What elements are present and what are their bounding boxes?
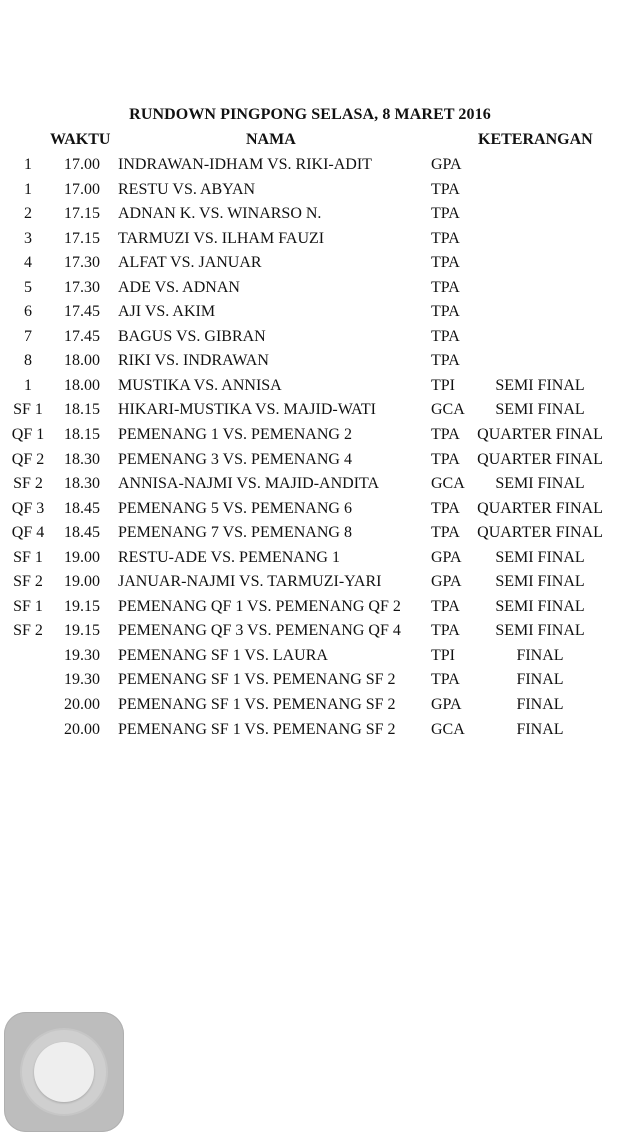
assistive-touch-button[interactable] — [4, 1012, 124, 1132]
table-row — [0, 203, 640, 228]
match-venue: TPA — [431, 671, 460, 689]
match-number: 5 — [24, 278, 32, 296]
match-number: SF 2 — [13, 475, 43, 493]
match-time: 17.00 — [64, 180, 100, 198]
match-note: FINAL — [516, 671, 564, 689]
table-row — [0, 498, 640, 523]
match-venue: GCA — [431, 475, 465, 493]
match-number: QF 2 — [11, 450, 45, 468]
match-number: SF 2 — [13, 573, 43, 591]
match-note: SEMI FINAL — [495, 401, 585, 419]
match-venue: GPA — [431, 573, 462, 591]
match-time: 18.15 — [64, 426, 100, 444]
match-time: 19.00 — [64, 573, 100, 591]
match-venue: GCA — [431, 401, 465, 419]
column-header-nama: NAMA — [246, 131, 296, 148]
table-row — [0, 375, 640, 400]
match-number: SF 1 — [13, 597, 43, 615]
match-name: PEMENANG QF 1 VS. PEMENANG QF 2 — [118, 597, 401, 615]
match-name: ALFAT VS. JANUAR — [118, 254, 262, 272]
match-time: 17.30 — [64, 254, 100, 272]
table-row — [0, 571, 640, 596]
match-name: TARMUZI VS. ILHAM FAUZI — [118, 229, 325, 247]
match-name: ADE VS. ADNAN — [118, 278, 240, 296]
match-note: SEMI FINAL — [495, 548, 585, 566]
match-number: 1 — [24, 180, 32, 198]
table-row — [0, 719, 640, 744]
match-time: 18.30 — [64, 475, 100, 493]
match-name: PEMENANG 7 VS. PEMENANG 8 — [118, 524, 352, 542]
table-row — [0, 252, 640, 277]
column-header-waktu: WAKTU — [50, 131, 111, 148]
match-venue: GPA — [431, 696, 462, 714]
match-venue: TPA — [431, 426, 460, 444]
match-time: 20.00 — [64, 720, 100, 738]
match-name: RIKI VS. INDRAWAN — [118, 352, 269, 370]
match-time: 18.30 — [64, 450, 100, 468]
match-name: MUSTIKA VS. ANNISA — [118, 376, 282, 394]
match-venue: TPI — [431, 646, 455, 664]
table-row — [0, 179, 640, 204]
match-number: 4 — [24, 254, 32, 272]
match-note: FINAL — [516, 696, 564, 714]
table-row — [0, 669, 640, 694]
match-venue: TPA — [431, 597, 460, 615]
match-name: PEMENANG SF 1 VS. PEMENANG SF 2 — [118, 671, 396, 689]
match-time: 17.15 — [64, 229, 100, 247]
match-name: BAGUS VS. GIBRAN — [118, 327, 266, 345]
match-venue: GPA — [431, 156, 462, 173]
table-row — [0, 694, 640, 719]
match-number: 3 — [24, 229, 32, 247]
match-name: PEMENANG 3 VS. PEMENANG 4 — [118, 450, 352, 468]
match-note: QUARTER FINAL — [477, 426, 603, 444]
match-venue: TPA — [431, 499, 460, 517]
table-row — [0, 399, 640, 424]
table-row — [0, 277, 640, 302]
match-venue: TPA — [431, 278, 460, 296]
match-name: INDRAWAN-IDHAM VS. RIKI-ADIT — [118, 156, 372, 173]
match-venue: TPA — [431, 622, 460, 640]
match-venue: GPA — [431, 548, 462, 566]
match-note: FINAL — [516, 646, 564, 664]
column-header-keterangan: KETERANGAN — [478, 131, 593, 148]
match-venue: TPA — [431, 524, 460, 542]
match-time: 18.00 — [64, 376, 100, 394]
match-time: 18.45 — [64, 499, 100, 517]
match-note: FINAL — [516, 720, 564, 738]
match-time: 19.15 — [64, 597, 100, 615]
match-note: SEMI FINAL — [495, 573, 585, 591]
match-venue: TPA — [431, 205, 460, 223]
table-row — [0, 596, 640, 621]
table-row — [0, 350, 640, 375]
match-number: 2 — [24, 205, 32, 223]
match-venue: TPA — [431, 254, 460, 272]
match-time: 19.15 — [64, 622, 100, 640]
match-number: 6 — [24, 303, 32, 321]
match-venue: TPA — [431, 352, 460, 370]
match-number: SF 1 — [13, 401, 43, 419]
table-row — [0, 547, 640, 572]
match-note: SEMI FINAL — [495, 376, 585, 394]
match-time: 19.00 — [64, 548, 100, 566]
match-name: PEMENANG 5 VS. PEMENANG 6 — [118, 499, 352, 517]
match-time: 18.45 — [64, 524, 100, 542]
schedule-table — [0, 154, 640, 743]
match-note: QUARTER FINAL — [477, 499, 603, 517]
match-time: 19.30 — [64, 671, 100, 689]
match-venue: TPI — [431, 376, 455, 394]
match-time: 17.45 — [64, 303, 100, 321]
assistive-touch-icon — [34, 1042, 94, 1102]
match-number: SF 2 — [13, 622, 43, 640]
match-venue: TPA — [431, 180, 460, 198]
match-name: PEMENANG SF 1 VS. PEMENANG SF 2 — [118, 720, 396, 738]
match-number: 1 — [24, 156, 32, 173]
match-name: AJI VS. AKIM — [118, 303, 216, 321]
match-name: ADNAN K. VS. WINARSO N. — [118, 205, 322, 223]
match-number: 8 — [24, 352, 32, 370]
match-time: 17.00 — [64, 156, 100, 173]
table-row — [0, 620, 640, 645]
table-row — [0, 645, 640, 670]
table-row — [0, 228, 640, 253]
match-time: 17.15 — [64, 205, 100, 223]
table-row — [0, 301, 640, 326]
table-row — [0, 522, 640, 547]
match-name: PEMENANG QF 3 VS. PEMENANG QF 4 — [118, 622, 401, 640]
match-venue: TPA — [431, 327, 460, 345]
match-venue: TPA — [431, 229, 460, 247]
match-note: QUARTER FINAL — [477, 450, 603, 468]
match-name: HIKARI-MUSTIKA VS. MAJID-WATI — [118, 401, 376, 419]
match-number: QF 3 — [11, 499, 45, 517]
assistive-touch-ring — [22, 1030, 106, 1114]
match-name: PEMENANG SF 1 VS. PEMENANG SF 2 — [118, 696, 396, 714]
table-row — [0, 154, 640, 179]
match-name: RESTU VS. ABYAN — [118, 180, 256, 198]
match-time: 17.30 — [64, 278, 100, 296]
document-title: RUNDOWN PINGPONG SELASA, 8 MARET 2016 — [129, 106, 491, 123]
table-row — [0, 473, 640, 498]
match-venue: TPA — [431, 450, 460, 468]
match-number: QF 1 — [11, 426, 45, 444]
match-name: JANUAR-NAJMI VS. TARMUZI-YARI — [118, 573, 382, 591]
table-row — [0, 326, 640, 351]
match-venue: TPA — [431, 303, 460, 321]
match-venue: GCA — [431, 720, 465, 738]
match-name: PEMENANG SF 1 VS. LAURA — [118, 646, 328, 664]
match-time: 17.45 — [64, 327, 100, 345]
table-row — [0, 449, 640, 474]
match-number: 7 — [24, 327, 32, 345]
match-note: QUARTER FINAL — [477, 524, 603, 542]
match-number: QF 4 — [11, 524, 45, 542]
match-time: 20.00 — [64, 696, 100, 714]
match-note: SEMI FINAL — [495, 622, 585, 640]
match-number: 1 — [24, 376, 32, 394]
match-name: PEMENANG 1 VS. PEMENANG 2 — [118, 426, 352, 444]
match-note: SEMI FINAL — [495, 597, 585, 615]
match-time: 19.30 — [64, 646, 100, 664]
match-note: SEMI FINAL — [495, 475, 585, 493]
match-name: ANNISA-NAJMI VS. MAJID-ANDITA — [118, 475, 380, 493]
table-row — [0, 424, 640, 449]
match-number: SF 1 — [13, 548, 43, 566]
match-name: RESTU-ADE VS. PEMENANG 1 — [118, 548, 340, 566]
match-time: 18.00 — [64, 352, 100, 370]
match-time: 18.15 — [64, 401, 100, 419]
